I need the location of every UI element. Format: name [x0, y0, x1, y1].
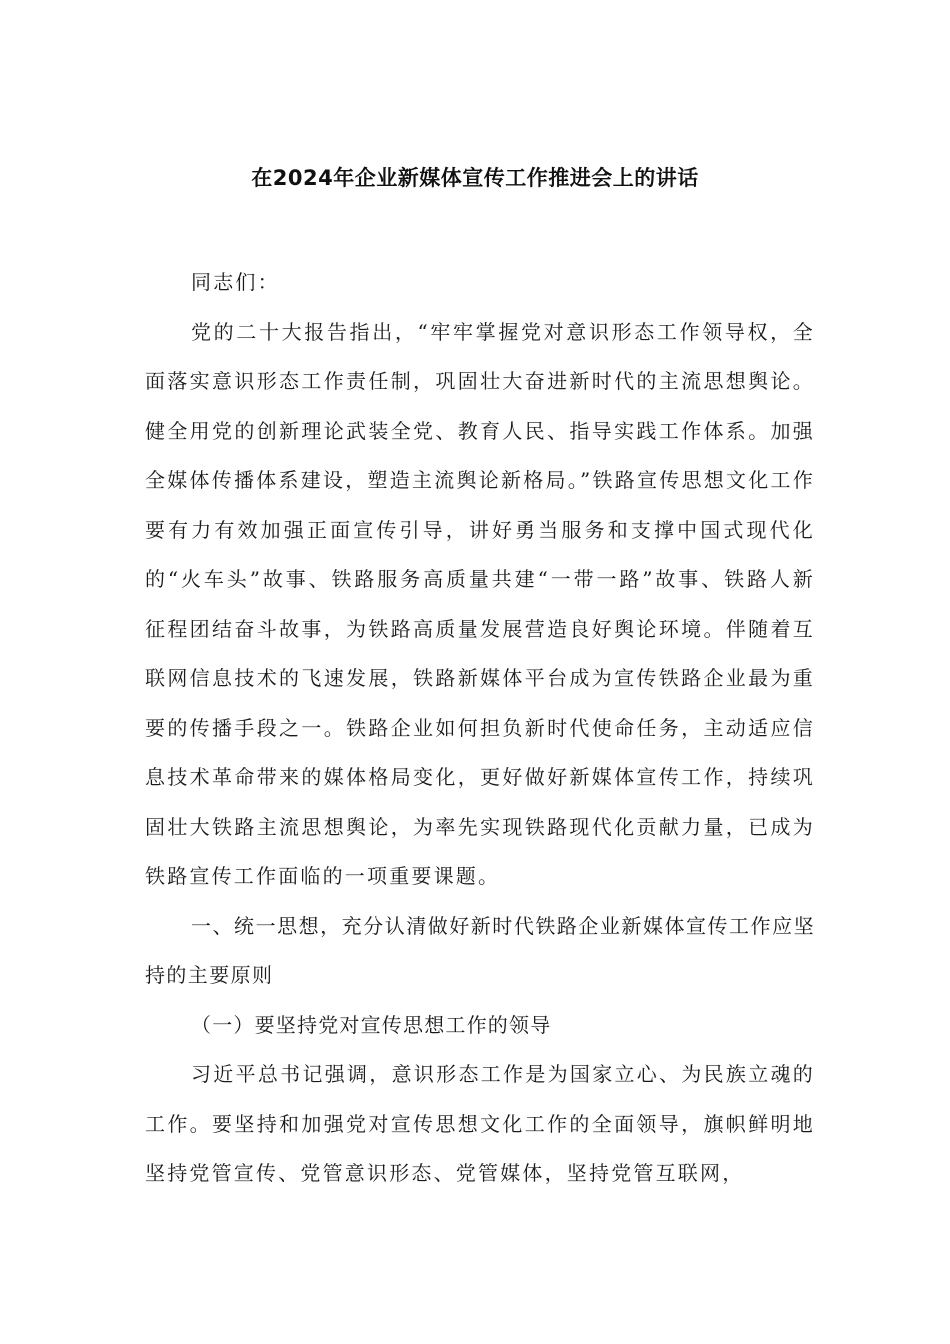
section-heading: 一、统一思想，充分认清做好新时代铁路企业新媒体宣传工作应坚持的主要原则	[145, 913, 815, 987]
closing-paragraph: 习近平总书记强调，意识形态工作是为国家立心、为民族立魂的工作。要坚持和加强党对宣传思想文化工作的全面领导，旗帜鲜明地坚持党管宣传、党管意识形态、党管媒体，坚持党管互联网，	[145, 1062, 815, 1185]
document-title: 在2024年企业新媒体宣传工作推进会上的讲话	[251, 166, 699, 190]
body-paragraph: 党的二十大报告指出，“牢牢掌握党对意识形态工作领导权，全面落实意识形态工作责任制，巩固壮大奋进新时代的主流思想舆论。健全用党的创新理论武装全党、教育人民、指导实践工作体系。加强全媒体传播体系建设，塑造主流舆论新格局。”铁路宣传思想文化工作要有力有效加强正面宣传引导，讲好勇当服务和支撑中国式现代化的“火车头”故事、铁路服务高质量共建“一带一路”故事、铁路人新征程团结奋斗故事，为铁路高质量发展营造良好舆论环境。伴随着互联网信息技术的飞速发展，铁路新媒体平台成为宣传铁路企业最为重要的传播手段之一。铁路企业如何担负新时代使命任务，主动适应信息技术革命带来的媒体格局变化，更好做好新媒体宣传工作，持续巩固壮大铁路主流思想舆论，为率先实现铁路现代化贡献力量，已成为铁路宣传工作面临的一项重要课题。	[145, 319, 815, 888]
subsection-heading: （一）要坚持党对宣传思想工作的领导	[191, 1012, 552, 1037]
document-body	[145, 258, 815, 1199]
salutation: 同志们：	[191, 270, 280, 294]
